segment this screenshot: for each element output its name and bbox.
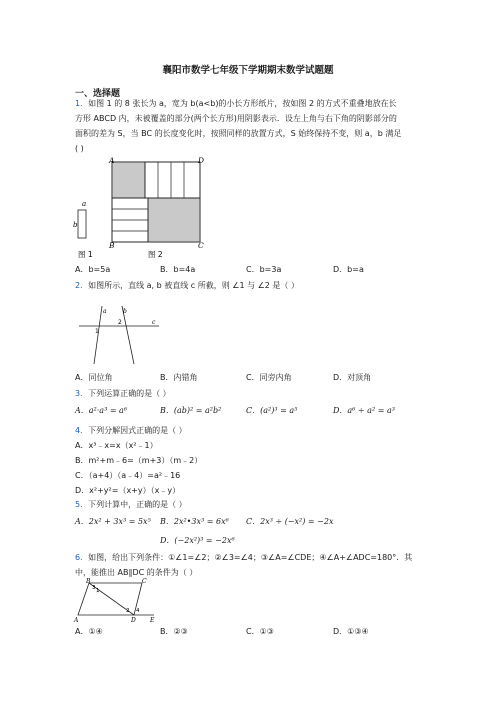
option-c: C．2x³ ÷ (−x²) = −2x (246, 517, 334, 526)
question-number: 1． (75, 99, 89, 108)
label-a: a (82, 200, 87, 208)
option-d: D．①③④ (333, 627, 369, 636)
question-number: 2． (75, 281, 89, 290)
question-text: 下列分解因式正确的是（ ） (88, 426, 187, 435)
vertex-e: E (150, 617, 155, 623)
vertex-d: D (131, 617, 136, 623)
question-number: 5． (75, 500, 89, 509)
option-a: A．a²·a³ = a⁶ (75, 406, 128, 415)
question-4 (75, 423, 435, 438)
angle-1-label: 1 (95, 328, 99, 335)
angle-1-label: 1 (96, 588, 100, 594)
vertical-strips (145, 162, 200, 198)
label-line-a: a (103, 308, 107, 315)
option-d: D．a⁶ ÷ a² = a³ (333, 406, 395, 415)
option-c: C．同旁内角 (246, 373, 292, 382)
option-b: B．(ab)² = a²b² (160, 406, 222, 415)
question-text: 如图，给出下列条件：①∠1=∠2；②∠3=∠4；③∠A=∠CDE；④∠A+∠ADC=180°．其 (88, 553, 413, 562)
figure-1-caption: 图 1 (78, 250, 93, 259)
small-rectangle (78, 210, 86, 238)
section-heading: 一、选择题 (75, 89, 121, 99)
q2-figure (74, 300, 164, 366)
option-a: A．2x² + 3x³ = 5x⁵ (75, 517, 151, 526)
option-a: A．①④ (75, 627, 103, 636)
question-text: 方形 ABCD 内，未被覆盖的部分(两个长方形)用阴影表示．设左上角与右下角的阴影部分的 (75, 114, 397, 123)
angle-2-label: 2 (118, 319, 122, 326)
option-d: D．对顶角 (333, 373, 372, 382)
question-text: ( ) (75, 144, 84, 153)
label-b: b (73, 221, 78, 229)
option-d: D．x²+y²=（x+y）（x﹣y） (75, 486, 181, 495)
option-b: B．2x²•3x³ = 6x⁶ (160, 517, 229, 526)
question-6 (75, 550, 435, 580)
label-line-b: b (123, 308, 127, 315)
shaded-bottom-right (148, 198, 200, 242)
figure-2-caption: 图 2 (148, 250, 163, 259)
vertex-a: A (74, 617, 79, 623)
question-number: 3． (75, 389, 89, 398)
question-number: 6． (75, 553, 89, 562)
q6-figure (72, 577, 162, 623)
question-text: 中，能推出 AB∥DC 的条件为（ ） (75, 568, 198, 577)
option-c: C．(a²)³ = a⁵ (246, 406, 298, 415)
question-text: 如图所示，直线 a, b 被直线 c 所截，则 ∠1 与 ∠2 是（ ） (88, 281, 299, 290)
line-a (94, 306, 102, 364)
question-2 (75, 278, 435, 293)
question-1 (75, 96, 435, 156)
question-text: 如图 1 的 8 张长为 a，宽为 b(a<b)的小长方形纸片，按如图 2 的方式不重叠地放在长 (88, 99, 397, 108)
angle-4-label: 4 (136, 608, 140, 614)
question-5 (75, 497, 435, 512)
option-c: C．（a+4）（a﹣4）=a²﹣16 (75, 471, 181, 480)
option-b: B．b=4a (160, 265, 196, 274)
angle-3-label: 3 (92, 585, 96, 591)
vertex-c: C (142, 578, 147, 585)
question-3 (75, 386, 435, 401)
vertex-b: B (86, 578, 91, 585)
option-b: B．②③ (160, 627, 188, 636)
vertex-c: C (198, 241, 204, 250)
question-text: 下列运算正确的是（ ） (88, 389, 171, 398)
question-text: 面积的差为 S，当 BC 的长度变化时，按照同样的放置方式，S 始终保持不变，则 a，b 满足 (75, 129, 402, 138)
option-d: D．(−2x²)³ = −2x⁶ (160, 536, 235, 545)
vertex-a: A (109, 156, 115, 165)
vertex-b: B (109, 241, 115, 250)
label-line-c: c (152, 319, 156, 326)
option-a: A．b=5a (75, 265, 111, 274)
angle-2-label: 2 (126, 608, 130, 614)
option-b: B．内错角 (160, 373, 198, 382)
shaded-top-left (112, 162, 145, 198)
question-text: 下列计算中，正确的是（ ） (88, 500, 187, 509)
option-d: D．b=a (333, 265, 364, 274)
option-c: C．①③ (246, 627, 274, 636)
vertex-d: D (198, 156, 205, 165)
page-title: 襄阳市数学七年级下学期期末数学试题题 (162, 65, 334, 76)
option-c: C．b=3a (246, 265, 282, 274)
option-a: A．同位角 (75, 373, 113, 382)
question-number: 4． (75, 426, 89, 435)
option-b: B．m²+m﹣6=（m+3）（m﹣2） (75, 456, 203, 465)
q1-figure (72, 152, 222, 262)
option-a: A．x³﹣x=x（x²﹣1） (75, 441, 158, 450)
quadrilateral (78, 583, 142, 615)
